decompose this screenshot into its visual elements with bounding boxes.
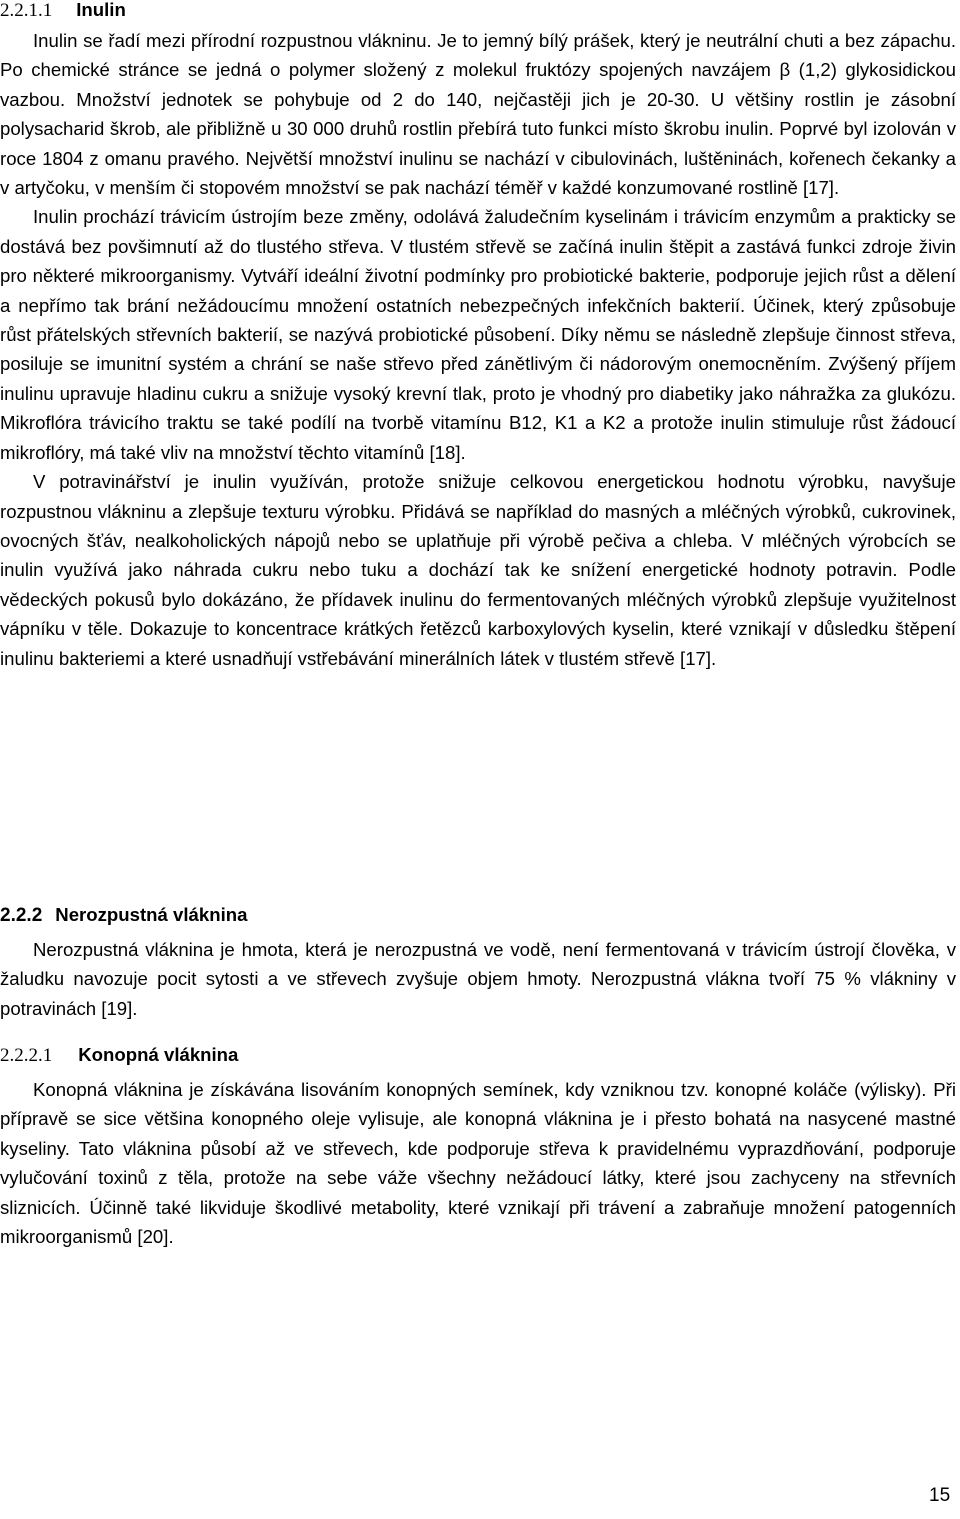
section-body-inulin xyxy=(0,26,956,673)
paragraph: Nerozpustná vláknina je hmota, která je nerozpustná ve vodě, není fermentovaná v trávicím ústrojí člověka, v žaludku navozuje pocit sytosti a ve střevech zvyšuje objem hmoty. Nerozpustná vlákna tvoří 75 % vlákniny v potravinách [19]. xyxy=(0,939,956,1019)
paragraph: Konopná vláknina je získávána lisováním konopných semínek, kdy vzniknou tzv. konopné koláče (výlisky). Při přípravě se sice většina konopného oleje vylisuje, ale konopná vláknina je i přesto bohatá na nasycené mastné kyseliny. Tato vláknina působí až ve střevech, kde podporuje střeva k pravidelnému vyprazdňování, podporuje vylučování toxinů z těla, protože na sebe váže všechny nežádoucí látky, které jsou zachyceny na střevních sliznicích. Účinně také likviduje škodlivé metabolity, které vznikají při trávení a zabraňuje množení patogenních mikroorganismů [20]. xyxy=(0,1079,956,1248)
section-heading-inulin xyxy=(0,0,126,24)
section-heading-hemp-fiber xyxy=(0,1041,238,1069)
section-body-hemp-fiber xyxy=(0,1075,956,1251)
paragraph: Inulin se řadí mezi přírodní rozpustnou vlákninu. Je to jemný bílý prášek, který je neutrální chuti a bez zápachu. Po chemické stránce se jedná o polymer složený z molekul fruktózy spojených navzájem β (1,2) glykosidickou vazbou. Množství jednotek se pohybuje od 2 do 140, nejčastěji jich je 20-30. U většiny rostlin je zásobní polysacharid škrob, ale přibližně u 30 000 druhů rostlin přebírá tuto funkci místo škrobu inulin. Poprvé byl izolován v roce 1804 z omanu pravého. Největší množství inulinu se nachází v cibulovinách, luštěninách, kořenech čekanky a v artyčoku, v menším či stopovém množství se pak nachází téměř v každé konzumované rostlině [17]. xyxy=(0,30,956,199)
section-title: Nerozpustná vláknina xyxy=(55,904,248,925)
section-number: 2.2.1.1 xyxy=(0,0,53,21)
section-body-insoluble-fiber xyxy=(0,935,956,1023)
paragraph: V potravinářství je inulin využíván, protože snižuje celkovou energetickou hodnotu výrobku, navyšuje rozpustnou vlákninu a zlepšuje texturu výrobku. Přidává se například do masných a mléčných výrobků, cukrovinek, ovocných šťáv, nealkoholických nápojů nebo se uplatňuje při výrobě pečiva a chleba. V mléčných výrobcích se inulin využívá jako náhrada cukru nebo tuku a dochází tak ke snížení energetické hodnoty potravin. Podle vědeckých pokusů bylo dokázáno, že přídavek inulinu do fermentovaných mléčných výrobků zlepšuje využitelnost vápníku v těle. Dokazuje to koncentrace krátkých řetězců karboxylových kyselin, které vznikají v důsledku štěpení inulinu bakteriemi a které usnadňují vstřebávání minerálních látek v tlustém střevě [17]. xyxy=(0,471,956,669)
paragraph: Inulin prochází trávicím ústrojím beze změny, odolává žaludečním kyselinám i trávicím enzymům a prakticky se dostává bez povšimnutí až do tlustého střeva. V tlustém střevě se začíná inulin štěpit a zastává funkci zdroje živin pro některé mikroorganismy. Vytváří ideální životní podmínky pro probiotické bakterie, podporuje jejich růst a dělení a nepřímo tak brání nežádoucímu množení ostatních nebezpečných infekčních bakterií. Účinek, který způsobuje růst přátelských střevních bakterií, se nazývá probiotické působení. Díky němu se následně zlepšuje činnost střeva, posiluje se imunitní systém a chrání se naše střevo před zánětlivým či nádorovým onemocněním. Zvýšený příjem inulinu upravuje hladinu cukru a snižuje vysoký krevní tlak, proto je vhodný pro diabetiky jako náhražka za glukózu. Mikroflóra trávicího traktu se také podílí na tvorbě vitamínu B12, K1 a K2 a protože inulin stimuluje růst žádoucí mikroflóry, má také vliv na množství těchto vitamínů [18]. xyxy=(0,206,956,463)
section-heading-insoluble-fiber xyxy=(0,901,247,929)
section-title: Inulin xyxy=(76,0,126,20)
section-number: 2.2.2 xyxy=(0,905,43,926)
section-title: Konopná vláknina xyxy=(78,1044,239,1065)
page-number: 15 xyxy=(929,1485,951,1506)
section-number: 2.2.2.1 xyxy=(0,1045,53,1066)
